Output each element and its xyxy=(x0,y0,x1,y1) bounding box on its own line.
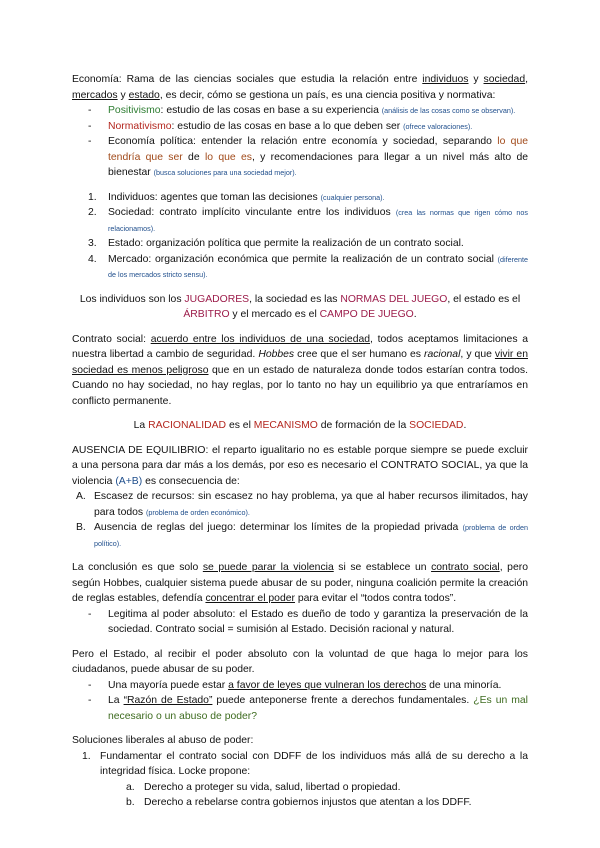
sublist-item-rebelarse: b. Derecho a rebelarse contra gobiernos injustos que atentan a los DDFF. xyxy=(126,797,472,808)
list-item-individuos: 1. Individuos: agentes que toman las decisiones (cualquier persona). xyxy=(88,191,385,203)
contrato-social-paragraph: Contrato social: acuerdo entre los individuos de una sociedad, todos aceptamos limitaciones a nuestra libertad a cambio de seguridad. Hobbes cree que el ser humano es racional, y que vivir en sociedad es menos peligroso que en un estado de naturaleza donde todos estarían contra todos. Cuando no hay sociedad, no hay reglas, por lo tanto no hay un equilibrio ya que entraríamos en conflicto permanente. xyxy=(72,333,528,407)
list-item-estado: 3. Estado: organización política que permite la realización de un contrato social. xyxy=(88,238,464,249)
ausencia-equilibrio-paragraph: AUSENCIA DE EQUILIBRIO: el reparto igualitario no es estable porque siempre se puede excluir a una persona para dar más a los demás, por eso es necesario el CONTRATO SOCIAL, ya que la violencia (A+B) es consecuencia de: xyxy=(72,444,528,487)
list-item-sociedad: 2. Sociedad: contrato implícito vinculante entre los individuos (crea las normas que rigen cómo nos relacionamos). xyxy=(88,207,528,233)
game-metaphor: Los individuos son los JUGADORES, la sociedad es las NORMAS DEL JUEGO, el estado es el ÁRBITRO y el mercado es el CAMPO DE JUEGO. xyxy=(79,293,521,320)
economia-definition: Economía: Rama de las ciencias sociales que estudia la relación entre individuos y sociedad, mercados y estado, es decir, cómo se gestiona un país, es una ciencia positiva y normativa: xyxy=(72,74,528,101)
list-item-fundamentar: 1. Fundamentar el contrato social con DDFF de los individuos más allá de su derecho a la integridad física. Locke propone: xyxy=(82,750,528,777)
conclusion-paragraph: La conclusión es que solo se puede parar la violencia si se establece un contrato social, pero según Hobbes, cualquier sistema puede abusar de su poder, ninguna coalición permite la creación de reglas estables, defendía concentrar el poder para evitar el “todos contra todos”. xyxy=(72,562,528,604)
list-item-mayoria: - Una mayoría puede estar a favor de leyes que vulneran los derechos de una minoría. xyxy=(88,679,502,691)
list-item-normativismo: - Normativismo: estudio de las cosas en base a lo que deben ser (ofrece valoraciones). xyxy=(88,120,473,132)
list-item-escasez: A. Escasez de recursos: sin escasez no hay problema, ya que al haber recursos ilimitados, hay para todos (problema de orden económico). xyxy=(76,491,528,518)
soluciones-heading: Soluciones liberales al abuso de poder: xyxy=(72,735,254,746)
list-item-mercado: 4. Mercado: organización económica que permite la realización de un contrato social (diferente de los mercados stricto sensu). xyxy=(88,253,528,279)
list-item-poder-absoluto: - Legitima al poder absoluto: el Estado es dueño de todo y garantiza la preservación de la sociedad. Contrato social = sumisión al Estado. Decisión racional y natural. xyxy=(88,608,528,635)
list-item-ausencia-reglas: B. Ausencia de reglas del juego: determinar los límites de la propiedad privada (problema de orden político). xyxy=(76,522,528,548)
list-item-economia-politica: - Economía política: entender la relación entre economía y sociedad, separando lo que tendría que ser de lo que es, y recomendaciones para llegar a un nivel más alto de bienestar (busca soluciones para una sociedad mejor). xyxy=(88,136,528,178)
pero-estado-paragraph: Pero el Estado, al recibir el poder absoluto con la voluntad de que haga lo mejor para los ciudadanos, puede abusar de su poder. xyxy=(72,648,528,675)
racionalidad-statement: La RACIONALIDAD es el MECANISMO de formación de la SOCIEDAD. xyxy=(133,420,467,431)
list-item-razon-estado: - La “Razón de Estado” puede anteponerse frente a derechos fundamentales. ¿Es un mal necesario o un abuso de poder? xyxy=(88,695,528,722)
list-item-positivismo: - Positivismo: estudio de las cosas en base a su experiencia (análisis de las cosas como se observan). xyxy=(88,105,516,116)
sublist-item-proteger: a. Derecho a proteger su vida, salud, libertad o propiedad. xyxy=(126,781,401,793)
